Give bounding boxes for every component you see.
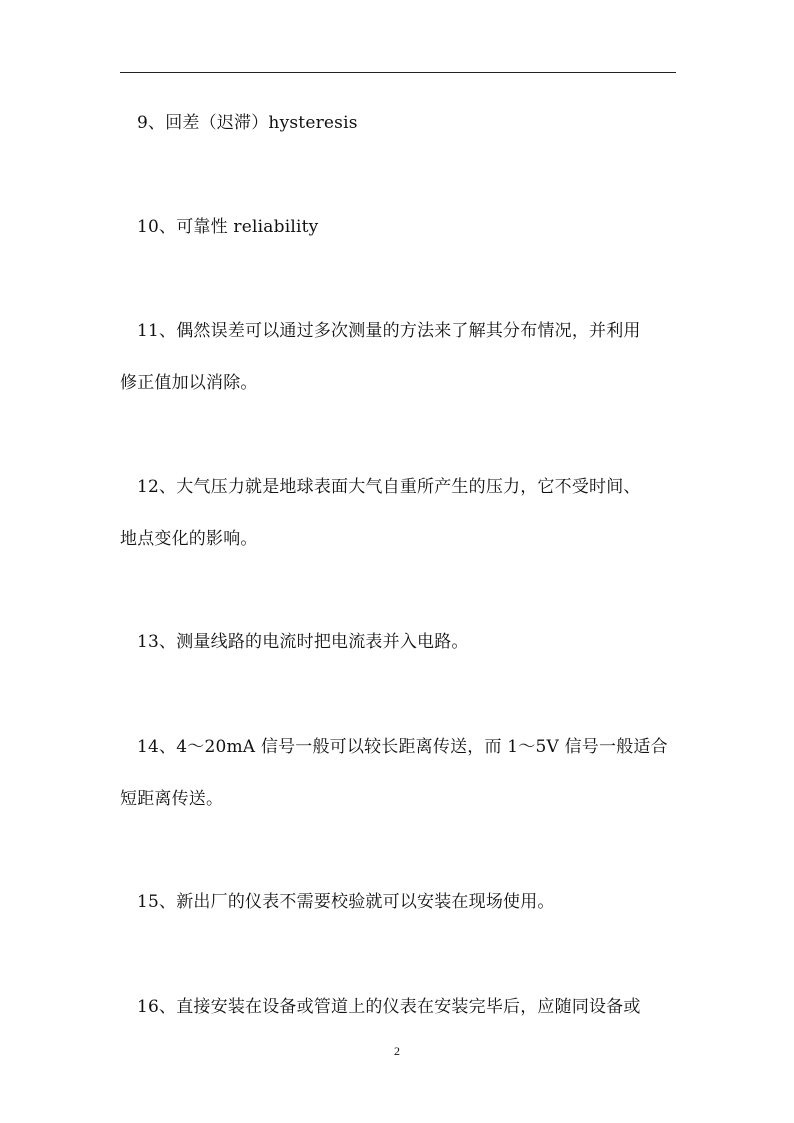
item-12-line-1: 12、大气压力就是地球表面大气自重所产生的压力，它不受时间、 — [137, 477, 641, 497]
item-9-line-1: 9、回差（迟滞）hysteresis — [137, 113, 358, 133]
item-11-line-1: 11、偶然误差可以通过多次测量的方法来了解其分布情况，并利用 — [137, 321, 641, 341]
item-10-line-1: 10、可靠性 reliability — [137, 217, 319, 237]
item-11-line-2: 修正值加以消除。 — [120, 373, 258, 393]
item-12-line-2: 地点变化的影响。 — [120, 529, 258, 549]
item-15-line-1: 15、新出厂的仪表不需要校验就可以安装在现场使用。 — [137, 892, 555, 912]
page-number: 2 — [394, 1044, 400, 1058]
item-14-line-1: 14、4～20mA 信号一般可以较长距离传送，而 1～5V 信号一般适合 — [137, 737, 668, 757]
item-16-line-1: 16、直接安装在设备或管道上的仪表在安装完毕后，应随同设备或 — [137, 997, 641, 1017]
item-14-line-2: 短距离传送。 — [120, 789, 224, 809]
header-rule — [120, 72, 676, 73]
item-13-line-1: 13、测量线路的电流时把电流表并入电路。 — [137, 632, 469, 652]
